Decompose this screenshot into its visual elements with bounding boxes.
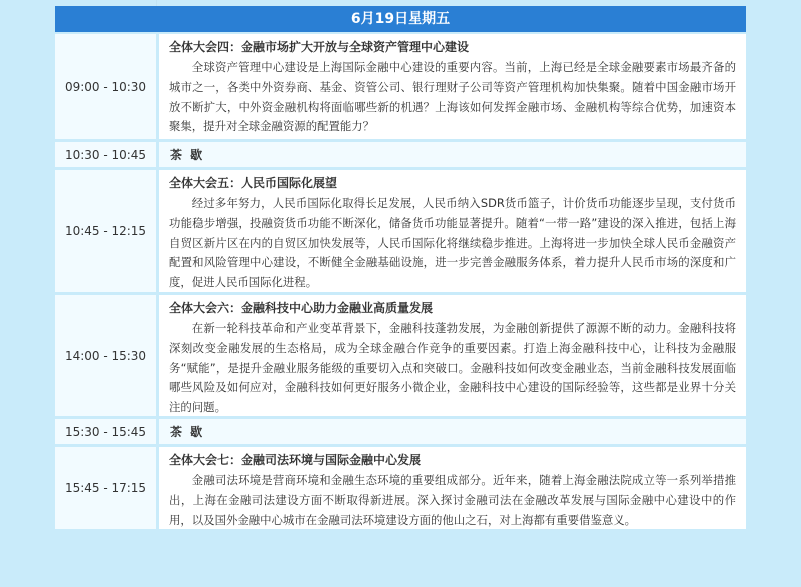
session-title: 全体大会四：金融市场扩大开放与全球资产管理中心建设 <box>169 40 470 54</box>
session-content <box>159 295 746 416</box>
break-label: 茶 歇 <box>159 419 746 444</box>
break-row <box>55 416 746 444</box>
session-content <box>159 170 746 292</box>
session-description: 在新一轮科技革命和产业变革背景下，金融科技蓬勃发展，为金融创新提供了源源不断的动力。金融科技将深刻改变金融发展的生态格局，成为全球金融合作竞争的重要因素。打造上海金融科技中心，让科技为金融服务“赋能”，是提升金融业服务能级的重要切入点和突破口。金融科技如何改变金融业态，当前金融科技发展面临哪些风险及如何应对，金融科技如何更好服务小微企业，金融科技中心建设的国际经验等，这些都是业界十分关注的问题。 <box>169 321 736 415</box>
session-time: 15:30 - 15:45 <box>55 419 159 444</box>
session-content <box>159 34 746 139</box>
session-description: 经过多年努力，人民币国际化取得长足发展，人民币纳入SDR货币篮子，计价货币功能逐步呈现，支付货币功能稳步增强，投融资货币功能不断深化，储备货币功能显著提升。随着“一带一路”建设的深入推进，包括上海自贸区新片区在内的自贸区加快发展等，人民币国际化将继续稳步推进。上海将进一步加快全球人民币金融资产配置和风险管理中心建设，不断健全金融基础设施，进一步完善金融服务体系，着力提升人民币市场的深度和广度，促进人民币国际化进程。 <box>169 196 736 290</box>
session-time: 10:45 - 12:15 <box>55 170 159 292</box>
schedule-table <box>55 34 746 529</box>
session-description: 金融司法环境是营商环境和金融生态环境的重要组成部分。近年来，随着上海金融法院成立等一系列举措推出，上海在金融司法建设方面不断取得新进展。深入探讨金融司法在金融改革发展与国际金融中心建设中的作用，以及国外金融中心城市在金融司法环境建设方面的他山之石，对上海都有重要借鉴意义。 <box>169 473 736 527</box>
session-time: 10:30 - 10:45 <box>55 142 159 167</box>
session-time: 15:45 - 17:15 <box>55 447 159 529</box>
break-row <box>55 139 746 167</box>
session-description: 全球资产管理中心建设是上海国际金融中心建设的重要内容。当前，上海已经是全球金融要素市场最齐备的城市之一，各类中外资券商、基金、资管公司、银行理财子公司等资产管理机构加快集聚。随着中国金融市场开放不断扩大，中外资金融机构将面临哪些新的机遇？上海该如何发挥金融市场、金融机构等综合优势，加速资本聚集，提升对全球金融资源的配置能力？ <box>169 60 736 134</box>
session-title: 全体大会六：金融科技中心助力金融业高质量发展 <box>169 301 434 315</box>
schedule-row <box>55 292 746 416</box>
schedule-row <box>55 167 746 292</box>
session-time: 09:00 - 10:30 <box>55 34 159 139</box>
day-header: 6月19日星期五 <box>55 6 746 32</box>
session-content <box>159 447 746 529</box>
session-title: 全体大会七：金融司法环境与国际金融中心发展 <box>169 453 422 467</box>
schedule-row <box>55 444 746 529</box>
session-title: 全体大会五：人民币国际化展望 <box>169 176 338 190</box>
session-time: 14:00 - 15:30 <box>55 295 159 416</box>
schedule-row <box>55 34 746 139</box>
break-label: 茶 歇 <box>159 142 746 167</box>
